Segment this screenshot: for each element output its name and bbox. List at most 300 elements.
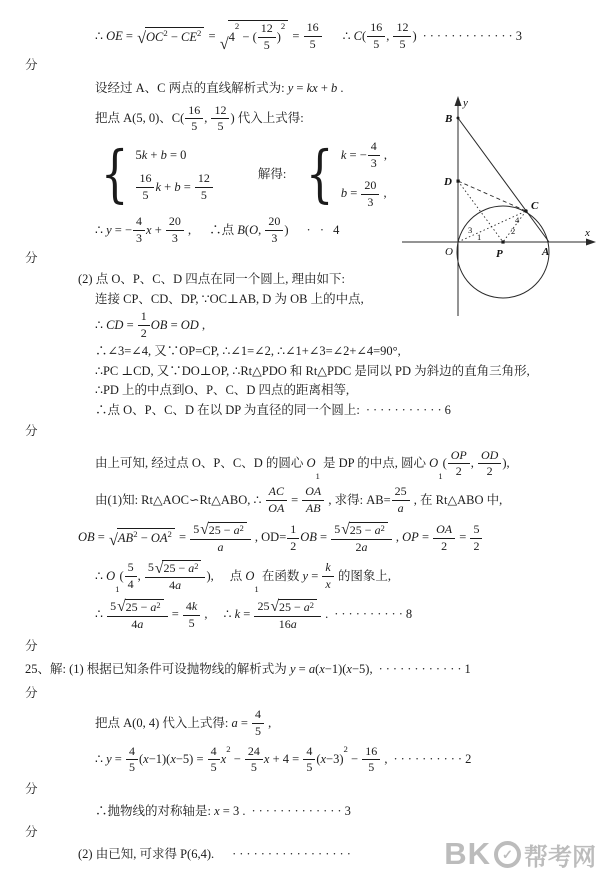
math-text: ), (206, 568, 214, 583)
math-text: ( (442, 456, 447, 471)
math-text: ) 代入上式得: (230, 111, 304, 126)
math-text: x (220, 752, 227, 767)
fraction (362, 745, 380, 776)
fraction (368, 140, 380, 171)
math-text: 5 (142, 188, 149, 203)
denominator (371, 156, 377, 171)
fraction (393, 21, 411, 52)
math-text: OA (305, 484, 322, 499)
math-text: , (265, 715, 272, 730)
solution-line (0, 599, 602, 632)
solution-line (0, 382, 602, 400)
equations (341, 140, 387, 209)
math-text: ∴点 (209, 222, 238, 237)
watermark-check-glyph: ✓ (502, 846, 513, 862)
label-C: C (531, 200, 539, 212)
math-text: 25 − (208, 522, 234, 537)
numerator (266, 485, 287, 501)
math-text: = (316, 530, 331, 545)
solution-line (0, 402, 602, 420)
denominator (367, 195, 373, 210)
math-text: ( (315, 662, 320, 677)
math-text: , (201, 607, 208, 622)
math-text: 2 (234, 21, 240, 31)
math-text: C (353, 28, 363, 43)
math-text: B (237, 222, 245, 237)
math-text: ( (119, 568, 124, 583)
denominator (189, 616, 195, 631)
math-text: = (240, 607, 254, 622)
math-text: x (325, 577, 331, 592)
equation-row (135, 172, 213, 203)
math-text: AC (268, 484, 284, 499)
math-text: 4 (210, 743, 217, 758)
math-text: 由(1)知: Rt△AOC∽Rt△ABO, ∴ (95, 492, 265, 507)
sqrt (200, 522, 247, 538)
math-text: y (289, 662, 296, 677)
math-text: + (317, 81, 332, 96)
numerator (470, 523, 482, 539)
label-O: O (445, 246, 453, 258)
denominator (368, 760, 374, 775)
math-text: = (347, 186, 361, 201)
radical-glyph: √ (270, 598, 280, 616)
math-text: x (319, 662, 325, 677)
math-text: , (380, 186, 387, 201)
denominator (456, 464, 462, 479)
math-text: , (137, 568, 144, 583)
math-text: 4 (169, 578, 176, 593)
math-text: kx (306, 81, 318, 96)
radical-glyph: √ (219, 35, 229, 54)
math-text: 25 − (279, 599, 304, 614)
math-text: OB (150, 318, 168, 333)
math-text: ( (138, 752, 144, 767)
math-text: 把点 A(5, 0)、C( (95, 111, 185, 126)
solution-line (0, 745, 602, 776)
radicand (228, 20, 289, 53)
dot-leader: ··········2 (393, 752, 475, 767)
geometry-diagram (396, 92, 600, 320)
numerator (433, 523, 455, 539)
math-text: OA (150, 531, 168, 546)
math-text: 2 (280, 21, 286, 31)
math-text: ( (244, 222, 250, 237)
math-text: = (293, 81, 307, 96)
math-text: 16 (370, 20, 383, 34)
math-text: b (331, 81, 338, 96)
math-text: 1 (115, 584, 120, 595)
math-text: y (302, 568, 309, 583)
math-text: −5), (351, 662, 373, 677)
math-text: . (337, 81, 344, 96)
equation-row (135, 147, 213, 165)
math-text: ∴∠3=∠4, 又∵OP=CP, ∴∠1=∠2, ∴∠1+∠3=∠2+∠4=90°, (95, 344, 401, 359)
numerator (125, 561, 137, 577)
math-text: = (205, 28, 219, 43)
math-text: 5 (127, 560, 134, 575)
denominator (131, 617, 143, 632)
denominator (487, 464, 493, 479)
math-text: 5 (200, 188, 207, 203)
dot-leader: ·············3 (422, 28, 525, 43)
math-text: 12 (197, 171, 210, 186)
math-text: ∴PC ⊥CD, 又∵DO⊥OP, ∴Rt△PDO 和 Rt△PDC 是同以 PD 为斜边的直角三角形, (95, 363, 530, 378)
math-text: 2 (473, 538, 480, 553)
fraction (138, 310, 150, 341)
math-text: ∴ (95, 318, 107, 333)
math-text: 16 (188, 102, 201, 117)
numerator (145, 560, 206, 578)
brace-group (300, 137, 387, 211)
denominator (268, 501, 284, 516)
sqrt (137, 27, 204, 47)
math-text: 5 (368, 760, 375, 775)
math-text: = (295, 662, 309, 677)
math-text: 2 (194, 562, 199, 572)
math-text: 5 (128, 760, 135, 775)
watermark (444, 836, 596, 872)
numerator (368, 140, 380, 156)
solution-line (0, 423, 602, 441)
math-text: − (167, 29, 182, 44)
math-text: , (392, 530, 403, 545)
math-text: 1 (315, 470, 320, 481)
radicand (278, 599, 317, 615)
math-text: y (106, 222, 112, 237)
math-text: 2 (355, 539, 362, 554)
math-text: 5 (188, 615, 195, 630)
math-text: O (429, 456, 439, 471)
solution-line (0, 522, 602, 555)
math-text: 2 (441, 538, 448, 553)
math-text: 25 − (163, 561, 189, 576)
denominator (356, 540, 368, 555)
numerator (322, 561, 333, 577)
denominator (441, 539, 447, 554)
math-text: 4 (136, 214, 142, 229)
math-text: 25 − (125, 599, 151, 614)
math-text: 2 (309, 600, 314, 610)
math-text: = 0 (166, 147, 187, 162)
math-text: a (308, 662, 316, 677)
fraction (254, 599, 321, 632)
math-text: x (214, 803, 220, 818)
fraction (245, 745, 263, 776)
fraction (258, 22, 276, 53)
math-text: ) (412, 28, 417, 43)
radical-glyph: √ (117, 598, 126, 616)
math-text: a (374, 522, 381, 537)
math-text: 16 (278, 616, 291, 631)
solve-label: 解得: (257, 167, 287, 182)
equation-row (341, 140, 387, 171)
denominator (142, 188, 148, 203)
denominator (398, 501, 404, 516)
denominator (141, 326, 147, 341)
math-text: 5 (334, 521, 341, 536)
math-text: O (249, 222, 259, 237)
math-text: a (361, 539, 368, 554)
fraction (136, 172, 154, 203)
math-text: k (155, 179, 162, 194)
fraction (367, 21, 385, 52)
denominator (201, 188, 207, 203)
numerator (287, 523, 299, 539)
math-text: + (147, 147, 161, 162)
math-text: k (234, 607, 241, 622)
fraction (145, 560, 206, 593)
math-text: ), (502, 456, 510, 471)
fraction (208, 745, 220, 776)
math-text: = (123, 318, 137, 333)
numerator (302, 485, 324, 501)
math-text: 点 (229, 568, 246, 583)
denominator (399, 37, 405, 52)
numerator (448, 449, 470, 465)
math-text: 3 (136, 231, 142, 246)
math-text: 分 (25, 638, 38, 653)
math-text: k (325, 560, 331, 575)
math-text: a (233, 522, 240, 537)
math-text: , OD= (251, 530, 287, 545)
math-text: 25、解: (1) 根据已知条件可设抛物线的解析式为 (25, 662, 290, 677)
math-text: b (160, 147, 167, 162)
math-text: 5 (263, 37, 270, 52)
math-text: , (258, 222, 265, 237)
math-text: 25 (257, 598, 270, 613)
brace: { (306, 137, 334, 211)
numerator (190, 522, 251, 540)
math-text: , 在 Rt△ABO 中, (410, 492, 503, 507)
equation-row (341, 179, 387, 210)
math-text: −5) = (175, 752, 207, 767)
math-text: 5 (309, 36, 316, 51)
math-text: 分 (25, 250, 38, 265)
math-text: 4 (228, 29, 235, 44)
radical-glyph: √ (108, 530, 118, 549)
fraction (361, 179, 379, 210)
spacer (191, 230, 209, 231)
math-text: 1 (254, 584, 259, 595)
math-text: 2 (197, 27, 202, 38)
denominator (310, 37, 316, 52)
denominator (129, 760, 135, 775)
math-text: ( (316, 752, 321, 767)
fraction (185, 104, 203, 135)
math-text: 5 (147, 560, 154, 575)
denominator (211, 760, 217, 775)
label-angle-3: 3 (468, 225, 473, 235)
math-text: ∴ (95, 28, 107, 43)
denominator (306, 760, 312, 775)
math-text: ) (284, 222, 289, 237)
math-text: OC (145, 29, 164, 44)
math-text: 5 (306, 760, 313, 775)
numerator (185, 104, 203, 120)
math-text: y (106, 752, 112, 767)
math-text: = (111, 752, 125, 767)
radicand (349, 522, 388, 538)
spacer (214, 854, 226, 855)
dot-leader: · · 4 (306, 222, 343, 237)
label-y: y (463, 97, 468, 109)
label-x: x (585, 227, 590, 239)
numerator (126, 745, 138, 761)
math-text: = (180, 179, 194, 194)
math-text: 2 (140, 326, 147, 341)
math-text: 4 (370, 139, 377, 154)
solution-line (0, 803, 602, 821)
math-text: 设经过 A、C 两点的直线解析式为: (95, 81, 288, 96)
math-text: 16 (306, 20, 319, 34)
denominator (290, 539, 296, 554)
label-A: A (542, 246, 550, 258)
math-text: − (137, 531, 151, 546)
numerator (265, 215, 283, 231)
fraction (252, 708, 264, 739)
solution-line (0, 449, 602, 480)
radicand (162, 560, 201, 576)
math-text: = (175, 530, 190, 545)
math-text: 2 (486, 464, 493, 479)
math-text: OP (402, 530, 419, 545)
math-text: ∴ (95, 607, 107, 622)
solution-line (0, 363, 602, 381)
numerator (211, 104, 229, 120)
math-text: x (263, 752, 270, 767)
math-text: ∴抛物线的对称轴是: (95, 803, 215, 818)
numerator (138, 310, 150, 326)
math-text: 2 (455, 464, 462, 479)
math-text: − (347, 752, 362, 767)
numerator (195, 172, 213, 188)
math-text: 5 (191, 119, 198, 134)
denominator (218, 540, 224, 555)
math-text: 5 (135, 147, 142, 162)
math-text: 分 (25, 825, 38, 840)
geometry-diagram-svg (396, 92, 600, 320)
math-text: 2 (380, 523, 385, 533)
solution-line (0, 20, 602, 53)
circle (457, 206, 549, 298)
math-text: 5 (255, 723, 262, 738)
math-text: + (161, 179, 175, 194)
math-text: + 4 = (269, 752, 303, 767)
dot-leader: ··········8 (334, 607, 416, 622)
math-text: 由上可知, 经过点 O、P、C、D 的圆心 (95, 456, 307, 471)
math-text: 分 (25, 685, 38, 700)
math-text: −1)( (324, 662, 347, 677)
fraction (470, 523, 482, 554)
math-text: , (198, 318, 206, 333)
math-text: 分 (25, 424, 38, 439)
math-text: k (191, 598, 198, 613)
math-text: x (143, 752, 149, 767)
solution-line (0, 485, 602, 516)
math-text: O (245, 568, 255, 583)
math-text: OB (78, 530, 95, 545)
numerator (367, 21, 385, 37)
math-text: 3 (367, 194, 374, 209)
equations (135, 147, 213, 203)
math-text: = (168, 607, 182, 622)
math-text: OD (480, 447, 499, 462)
denominator (373, 37, 379, 52)
math-text: ∴PD 上的中点到O、P、C、D 四点的距离相等, (95, 383, 350, 398)
numerator (245, 745, 263, 761)
denominator (128, 577, 134, 592)
math-text: ( (362, 28, 367, 43)
math-text: , (470, 456, 477, 471)
math-text: (2) 点 O、P、C、D 四点在同一个圆上, 理由如下: (78, 272, 346, 287)
math-text: 5 (373, 36, 380, 51)
math-text: 12 (260, 21, 273, 35)
numerator (478, 449, 501, 465)
fraction (303, 745, 315, 776)
solution-line (0, 661, 602, 679)
math-text: ) (276, 29, 281, 44)
label-angle-2: 2 (511, 226, 516, 236)
denominator (255, 724, 261, 739)
x-axis-arrow-icon (586, 239, 596, 246)
math-text: 2 (133, 529, 138, 540)
math-text: b (340, 186, 348, 201)
math-text: = (308, 568, 322, 583)
math-text: 2 (226, 743, 231, 754)
math-text: 是 DP 的中点, 圆心 (319, 456, 430, 471)
sqrt (109, 528, 175, 548)
fraction (331, 522, 392, 555)
denominator (172, 231, 178, 246)
math-text: = (94, 530, 108, 545)
math-text: − (230, 752, 244, 767)
denominator (306, 501, 321, 516)
math-text: a (175, 578, 182, 593)
point-C-marker (524, 209, 527, 212)
point-B-marker (457, 117, 460, 120)
math-text: a (303, 599, 310, 614)
denominator (473, 539, 479, 554)
math-text: O (306, 456, 316, 471)
fraction (392, 485, 410, 516)
math-text: = − (111, 222, 132, 237)
radical-glyph: √ (200, 520, 209, 538)
sqrt (341, 522, 388, 538)
fraction (266, 485, 287, 516)
math-text: a (217, 539, 224, 554)
math-text: 5 (250, 760, 257, 775)
radical-glyph: √ (137, 28, 146, 47)
denominator (251, 760, 257, 775)
math-text: 2 (163, 27, 168, 38)
line-BA (458, 118, 549, 242)
math-text: (2) 由已知, 可求得 P(6,4). (78, 846, 215, 861)
fraction (126, 745, 138, 776)
denominator (271, 231, 277, 246)
radicand (125, 599, 164, 615)
math-text: = (418, 530, 433, 545)
numerator (392, 485, 410, 501)
point-P-marker (501, 240, 504, 243)
denominator (325, 577, 330, 592)
watermark-logo-icon (494, 841, 521, 868)
fraction (478, 449, 501, 480)
math-text: OP (450, 447, 467, 462)
math-text: 25 − (349, 522, 375, 537)
numerator (136, 172, 154, 188)
numerator (258, 22, 276, 38)
